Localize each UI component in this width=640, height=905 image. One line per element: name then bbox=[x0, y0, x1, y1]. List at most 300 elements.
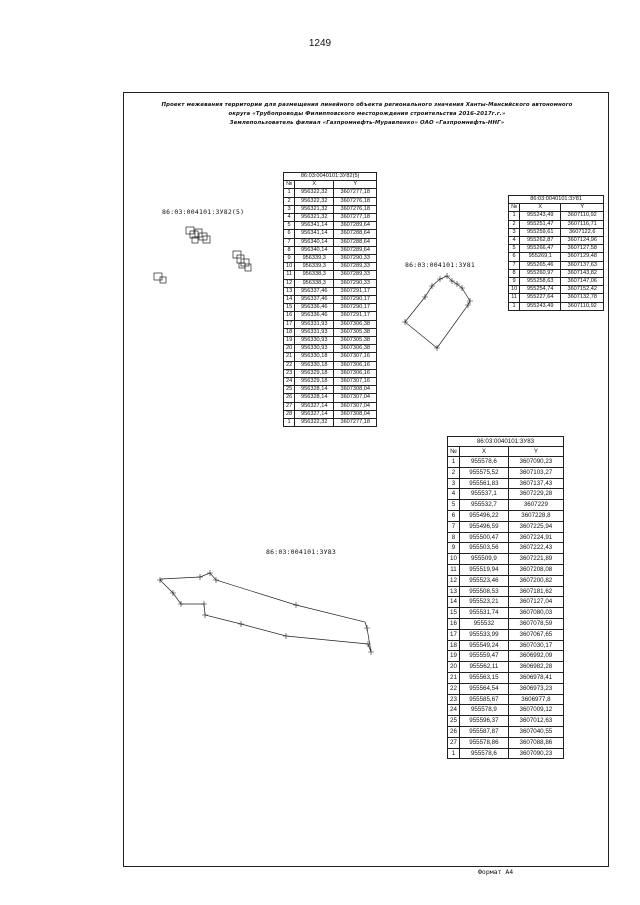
cell-x: 955562,11 bbox=[459, 662, 508, 673]
cell-x: 956341,14 bbox=[295, 222, 334, 230]
cell-y: 3607224,91 bbox=[508, 532, 563, 543]
cell-y: 3607277,18 bbox=[334, 214, 377, 222]
table-row bbox=[284, 320, 377, 328]
cell-y: 3607306,16 bbox=[334, 361, 377, 369]
table-row bbox=[284, 386, 377, 394]
cell-y: 3607078,59 bbox=[508, 618, 563, 629]
title-line-1: Проект межевания территории для размещения линейного объекта регионального значения Ханты-Мансийского автономного bbox=[161, 102, 573, 108]
cell-x: 955260,97 bbox=[520, 269, 561, 277]
table-row bbox=[448, 608, 564, 619]
table-row bbox=[284, 402, 377, 410]
cell-num: 7 bbox=[509, 261, 520, 269]
cell-x: 955519,94 bbox=[459, 564, 508, 575]
cell-num: 1 bbox=[509, 212, 520, 220]
table-row bbox=[284, 394, 377, 402]
cell-num: 15 bbox=[284, 304, 295, 312]
cell-y: 3607290,33 bbox=[334, 279, 377, 287]
cell-y: 3607306,38 bbox=[334, 320, 377, 328]
table-row bbox=[509, 253, 604, 261]
cell-y: 3606982,28 bbox=[508, 662, 563, 673]
cell-num: 26 bbox=[284, 394, 295, 402]
cell-x: 955227,64 bbox=[520, 294, 561, 302]
cell-y: 3607276,18 bbox=[334, 205, 377, 213]
table-row bbox=[509, 294, 604, 302]
col-header-x: X bbox=[520, 204, 561, 212]
cell-y: 3607305,38 bbox=[334, 328, 377, 336]
table-row bbox=[448, 662, 564, 673]
table-row bbox=[448, 737, 564, 748]
table-row bbox=[509, 269, 604, 277]
table-header-row bbox=[284, 181, 377, 189]
table-row bbox=[509, 212, 604, 220]
table-row bbox=[509, 302, 604, 310]
table-row bbox=[448, 532, 564, 543]
table-row bbox=[284, 271, 377, 279]
table-row bbox=[284, 205, 377, 213]
cell-x: 956330,93 bbox=[295, 345, 334, 353]
title-line-2: округа «Трубопроводы Филипповского месторождения строительства 2016-2017г.г.» bbox=[228, 111, 506, 117]
col-header-num: № bbox=[448, 447, 460, 457]
table-row bbox=[448, 467, 564, 478]
table-title: 86:03:0040101:3У81 bbox=[509, 196, 604, 204]
cell-y: 3606978,41 bbox=[508, 672, 563, 683]
table-row bbox=[284, 410, 377, 418]
table-row bbox=[448, 618, 564, 629]
cell-y: 3607307,04 bbox=[334, 402, 377, 410]
table-row bbox=[448, 554, 564, 565]
col-header-y: Y bbox=[334, 181, 377, 189]
cell-num: 18 bbox=[448, 640, 460, 651]
cell-num: 8 bbox=[284, 246, 295, 254]
cell-num: 25 bbox=[284, 386, 295, 394]
cell-x: 955549,24 bbox=[459, 640, 508, 651]
cell-y: 3607291,17 bbox=[334, 312, 377, 320]
cell-y: 3607012,63 bbox=[508, 716, 563, 727]
cell-x: 955508,53 bbox=[459, 586, 508, 597]
cell-x: 955596,37 bbox=[459, 716, 508, 727]
cell-y: 3607290,17 bbox=[334, 304, 377, 312]
cell-num: 22 bbox=[284, 361, 295, 369]
cell-num: 3 bbox=[509, 228, 520, 236]
cell-num: 16 bbox=[448, 618, 460, 629]
table-header-row bbox=[509, 204, 604, 212]
cell-num: 2 bbox=[509, 220, 520, 228]
cell-y: 3607306,38 bbox=[334, 345, 377, 353]
cell-num: 19 bbox=[448, 651, 460, 662]
table-row bbox=[509, 261, 604, 269]
cell-y: 3607308,04 bbox=[334, 410, 377, 418]
cell-num: 23 bbox=[448, 694, 460, 705]
cell-x: 955269,1 bbox=[520, 253, 561, 261]
col-header-y: Y bbox=[561, 204, 604, 212]
cell-num: 21 bbox=[448, 672, 460, 683]
cell-num: 21 bbox=[284, 353, 295, 361]
table-row bbox=[448, 716, 564, 727]
cell-x: 955503,56 bbox=[459, 543, 508, 554]
cell-num: 10 bbox=[448, 554, 460, 565]
table-row bbox=[509, 237, 604, 245]
cell-x: 956336,46 bbox=[295, 312, 334, 320]
cell-y: 3607288,64 bbox=[334, 238, 377, 246]
cell-num: 16 bbox=[284, 312, 295, 320]
cell-num: 1 bbox=[509, 302, 520, 310]
cell-x: 955509,9 bbox=[459, 554, 508, 565]
cell-num: 24 bbox=[448, 705, 460, 716]
cell-num: 14 bbox=[284, 296, 295, 304]
cell-x: 956322,32 bbox=[295, 419, 334, 427]
cell-num: 1 bbox=[448, 748, 460, 759]
cell-num: 4 bbox=[284, 214, 295, 222]
cell-num: 14 bbox=[448, 597, 460, 608]
cell-y: 3607208,08 bbox=[508, 564, 563, 575]
table-row bbox=[448, 521, 564, 532]
cell-x: 955575,52 bbox=[459, 467, 508, 478]
cell-num: 12 bbox=[284, 279, 295, 287]
table-row bbox=[284, 222, 377, 230]
table-row bbox=[509, 228, 604, 236]
cell-num: 9 bbox=[284, 255, 295, 263]
cell-x: 955523,21 bbox=[459, 597, 508, 608]
cell-x: 955243,49 bbox=[520, 212, 561, 220]
cell-x: 955500,47 bbox=[459, 532, 508, 543]
cell-x: 955251,47 bbox=[520, 220, 561, 228]
cell-y: 3607137,63 bbox=[561, 261, 604, 269]
table-row bbox=[284, 255, 377, 263]
table-row bbox=[448, 510, 564, 521]
cell-x: 955537,1 bbox=[459, 489, 508, 500]
col-header-x: X bbox=[459, 447, 508, 457]
cell-x: 956329,18 bbox=[295, 378, 334, 386]
cell-y: 3607229 bbox=[508, 500, 563, 511]
cell-y: 3607090,23 bbox=[508, 748, 563, 759]
table-row bbox=[284, 296, 377, 304]
table-row bbox=[509, 245, 604, 253]
table-title: 86:03:0040101:3У82(5) bbox=[284, 173, 377, 181]
cell-y: 3607277,18 bbox=[334, 189, 377, 197]
cell-y: 3607288,64 bbox=[334, 230, 377, 238]
cell-y: 3607289,64 bbox=[334, 222, 377, 230]
coord-table-3u83 bbox=[447, 436, 564, 759]
cell-num: 7 bbox=[448, 521, 460, 532]
cell-y: 3607127,58 bbox=[561, 245, 604, 253]
table-row bbox=[448, 575, 564, 586]
cell-num: 1 bbox=[284, 419, 295, 427]
cell-num: 17 bbox=[284, 320, 295, 328]
page-number: 1249 bbox=[308, 38, 332, 49]
cell-x: 955496,22 bbox=[459, 510, 508, 521]
cell-y: 3607181,62 bbox=[508, 586, 563, 597]
table-row bbox=[448, 457, 564, 468]
cell-x: 956337,46 bbox=[295, 287, 334, 295]
cell-num: 8 bbox=[509, 269, 520, 277]
cell-x: 955532,7 bbox=[459, 500, 508, 511]
cell-x: 955585,67 bbox=[459, 694, 508, 705]
cell-num: 13 bbox=[448, 586, 460, 597]
cell-y: 3607080,03 bbox=[508, 608, 563, 619]
cell-num: 13 bbox=[284, 287, 295, 295]
table-row bbox=[284, 287, 377, 295]
cell-y: 3607290,17 bbox=[334, 296, 377, 304]
cell-y: 3607308,04 bbox=[334, 386, 377, 394]
table-row bbox=[284, 328, 377, 336]
cell-y: 3607200,82 bbox=[508, 575, 563, 586]
table-row bbox=[509, 220, 604, 228]
cell-y: 3607103,27 bbox=[508, 467, 563, 478]
table-row bbox=[448, 478, 564, 489]
cell-x: 956341,14 bbox=[295, 230, 334, 238]
cell-x: 956330,18 bbox=[295, 353, 334, 361]
table-row bbox=[448, 500, 564, 511]
parcel-label-3u81: 86:03:004101:3У81 bbox=[405, 261, 475, 269]
cell-num: 5 bbox=[509, 245, 520, 253]
table-row bbox=[448, 564, 564, 575]
table-row bbox=[448, 705, 564, 716]
cell-y: 3607152,42 bbox=[561, 286, 604, 294]
cell-y: 3607040,55 bbox=[508, 726, 563, 737]
cell-num: 19 bbox=[284, 337, 295, 345]
cell-x: 956327,14 bbox=[295, 402, 334, 410]
cell-y: 3607116,71 bbox=[561, 220, 604, 228]
table-row bbox=[284, 337, 377, 345]
cell-num: 12 bbox=[448, 575, 460, 586]
cell-x: 956321,32 bbox=[295, 214, 334, 222]
cell-x: 955578,9 bbox=[459, 705, 508, 716]
cell-y: 3607143,82 bbox=[561, 269, 604, 277]
cell-num: 22 bbox=[448, 683, 460, 694]
table-row bbox=[448, 726, 564, 737]
table-row bbox=[284, 361, 377, 369]
cell-num: 4 bbox=[448, 489, 460, 500]
cell-num: 25 bbox=[448, 716, 460, 727]
cell-y: 3607067,65 bbox=[508, 629, 563, 640]
cell-num: 11 bbox=[509, 294, 520, 302]
cell-y: 3607289,33 bbox=[334, 263, 377, 271]
cell-num: 10 bbox=[509, 286, 520, 294]
cell-num: 24 bbox=[284, 378, 295, 386]
cell-x: 956340,14 bbox=[295, 246, 334, 254]
cell-x: 955561,83 bbox=[459, 478, 508, 489]
table-row bbox=[448, 672, 564, 683]
coord-table-3u82 bbox=[283, 172, 377, 427]
table-row bbox=[284, 345, 377, 353]
table-header-row bbox=[448, 447, 564, 457]
cell-y: 3607289,64 bbox=[334, 246, 377, 254]
col-header-x: X bbox=[295, 181, 334, 189]
cell-y: 3607306,16 bbox=[334, 369, 377, 377]
cell-x: 956322,32 bbox=[295, 197, 334, 205]
cell-num: 17 bbox=[448, 629, 460, 640]
cell-x: 955262,87 bbox=[520, 237, 561, 245]
table-row bbox=[284, 304, 377, 312]
cell-y: 3607127,04 bbox=[508, 597, 563, 608]
cell-x: 955578,6 bbox=[459, 748, 508, 759]
cell-num: 26 bbox=[448, 726, 460, 737]
cell-num: 11 bbox=[284, 271, 295, 279]
cell-x: 956328,14 bbox=[295, 394, 334, 402]
cell-y: 3607122,6 bbox=[561, 228, 604, 236]
cell-x: 956338,3 bbox=[295, 271, 334, 279]
table-row bbox=[284, 246, 377, 254]
cell-num: 1 bbox=[448, 457, 460, 468]
page-format-footer: Формат А4 bbox=[478, 868, 514, 876]
cell-x: 955266,47 bbox=[520, 245, 561, 253]
cell-y: 3607228,8 bbox=[508, 510, 563, 521]
coord-table-3u81 bbox=[508, 195, 604, 311]
table-row bbox=[284, 279, 377, 287]
cell-y: 3607132,78 bbox=[561, 294, 604, 302]
cell-y: 3607110,92 bbox=[561, 212, 604, 220]
col-header-num: № bbox=[509, 204, 520, 212]
table-row bbox=[448, 640, 564, 651]
cell-x: 956330,93 bbox=[295, 337, 334, 345]
parcel-3u83-contour bbox=[160, 573, 371, 652]
cell-x: 955532 bbox=[459, 618, 508, 629]
cell-num: 9 bbox=[448, 543, 460, 554]
cell-y: 3607221,89 bbox=[508, 554, 563, 565]
cell-x: 956321,32 bbox=[295, 205, 334, 213]
cell-x: 956336,46 bbox=[295, 304, 334, 312]
table-row bbox=[284, 238, 377, 246]
cell-y: 3607222,43 bbox=[508, 543, 563, 554]
cell-num: 20 bbox=[448, 662, 460, 673]
cell-x: 956329,18 bbox=[295, 369, 334, 377]
cell-x: 956340,14 bbox=[295, 238, 334, 246]
cell-x: 956339,3 bbox=[295, 255, 334, 263]
table-row bbox=[448, 597, 564, 608]
table-row bbox=[284, 214, 377, 222]
title-line-3: Землепользователь филиал «Газпромнефть-Муравленко» ОАО «Газпромнефть-ННГ» bbox=[229, 120, 505, 126]
cell-num: 28 bbox=[284, 410, 295, 418]
cell-y: 3607305,38 bbox=[334, 337, 377, 345]
table-row bbox=[284, 230, 377, 238]
cell-num: 9 bbox=[509, 278, 520, 286]
table-row bbox=[284, 378, 377, 386]
table-row bbox=[448, 651, 564, 662]
table-row bbox=[448, 629, 564, 640]
cell-x: 955578,86 bbox=[459, 737, 508, 748]
cell-x: 956331,93 bbox=[295, 328, 334, 336]
parcel-3u82-contours bbox=[154, 227, 251, 283]
cell-num: 18 bbox=[284, 328, 295, 336]
cell-y: 3607110,92 bbox=[561, 302, 604, 310]
cell-num: 27 bbox=[448, 737, 460, 748]
table-row bbox=[284, 312, 377, 320]
cell-x: 956322,32 bbox=[295, 189, 334, 197]
cell-y: 3607009,12 bbox=[508, 705, 563, 716]
cell-y: 3606992,09 bbox=[508, 651, 563, 662]
cell-x: 955587,87 bbox=[459, 726, 508, 737]
table-row bbox=[284, 197, 377, 205]
cell-num: 2 bbox=[448, 467, 460, 478]
cell-y: 3607307,16 bbox=[334, 378, 377, 386]
table-row bbox=[448, 543, 564, 554]
cell-y: 3607307,04 bbox=[334, 394, 377, 402]
parcel-label-3u82: 86:03:004101:3У82(5) bbox=[162, 208, 245, 216]
cell-num: 2 bbox=[284, 197, 295, 205]
table-row bbox=[284, 189, 377, 197]
parcel-label-3u83: 86:03:004101:3У83 bbox=[266, 548, 336, 556]
cell-y: 3607289,33 bbox=[334, 271, 377, 279]
cell-num: 15 bbox=[448, 608, 460, 619]
cell-num: 5 bbox=[284, 222, 295, 230]
cell-y: 3606977,8 bbox=[508, 694, 563, 705]
cell-y: 3607229,28 bbox=[508, 489, 563, 500]
cell-num: 8 bbox=[448, 532, 460, 543]
table-title: 86:03:0040101:3У83 bbox=[448, 437, 564, 447]
table-row bbox=[448, 586, 564, 597]
cell-num: 1 bbox=[284, 189, 295, 197]
col-header-num: № bbox=[284, 181, 295, 189]
cell-x: 955533,99 bbox=[459, 629, 508, 640]
cell-num: 6 bbox=[284, 230, 295, 238]
cell-num: 11 bbox=[448, 564, 460, 575]
cell-y: 3607276,18 bbox=[334, 197, 377, 205]
cell-y: 3607290,33 bbox=[334, 255, 377, 263]
cell-y: 3607090,23 bbox=[508, 457, 563, 468]
table-row bbox=[448, 748, 564, 759]
cell-x: 955265,46 bbox=[520, 261, 561, 269]
cell-num: 10 bbox=[284, 263, 295, 271]
cell-y: 3607137,43 bbox=[508, 478, 563, 489]
table-row bbox=[448, 489, 564, 500]
cell-x: 956339,3 bbox=[295, 263, 334, 271]
cell-x: 955243,49 bbox=[520, 302, 561, 310]
table-row bbox=[448, 694, 564, 705]
cell-x: 956327,14 bbox=[295, 410, 334, 418]
cell-x: 955259,61 bbox=[520, 228, 561, 236]
table-row bbox=[284, 369, 377, 377]
cell-y: 3607307,16 bbox=[334, 353, 377, 361]
cell-y: 3607225,94 bbox=[508, 521, 563, 532]
cell-num: 20 bbox=[284, 345, 295, 353]
cell-num: 6 bbox=[448, 510, 460, 521]
cell-x: 955531,74 bbox=[459, 608, 508, 619]
cell-x: 956328,14 bbox=[295, 386, 334, 394]
cell-x: 955559,47 bbox=[459, 651, 508, 662]
cell-x: 955578,6 bbox=[459, 457, 508, 468]
cell-num: 27 bbox=[284, 402, 295, 410]
table-row bbox=[509, 278, 604, 286]
cell-x: 956338,3 bbox=[295, 279, 334, 287]
cell-y: 3606973,23 bbox=[508, 683, 563, 694]
cell-num: 3 bbox=[448, 478, 460, 489]
cell-y: 3607291,17 bbox=[334, 287, 377, 295]
cell-x: 955563,15 bbox=[459, 672, 508, 683]
cell-y: 3607124,96 bbox=[561, 237, 604, 245]
cell-x: 955564,54 bbox=[459, 683, 508, 694]
cell-y: 3607129,48 bbox=[561, 253, 604, 261]
cell-x: 956337,46 bbox=[295, 296, 334, 304]
parcel-3u81-contour bbox=[405, 276, 470, 348]
table-row bbox=[509, 286, 604, 294]
cell-y: 3607030,17 bbox=[508, 640, 563, 651]
cell-num: 4 bbox=[509, 237, 520, 245]
cell-x: 955496,59 bbox=[459, 521, 508, 532]
cell-x: 955258,63 bbox=[520, 278, 561, 286]
cell-x: 955254,74 bbox=[520, 286, 561, 294]
cell-y: 3607088,86 bbox=[508, 737, 563, 748]
table-row bbox=[284, 353, 377, 361]
cell-x: 956331,93 bbox=[295, 320, 334, 328]
cell-num: 5 bbox=[448, 500, 460, 511]
cell-y: 3607277,18 bbox=[334, 419, 377, 427]
table-row bbox=[448, 683, 564, 694]
cell-x: 956330,18 bbox=[295, 361, 334, 369]
cell-y: 3607147,06 bbox=[561, 278, 604, 286]
cell-num: 6 bbox=[509, 253, 520, 261]
table-row bbox=[284, 263, 377, 271]
cell-num: 7 bbox=[284, 238, 295, 246]
